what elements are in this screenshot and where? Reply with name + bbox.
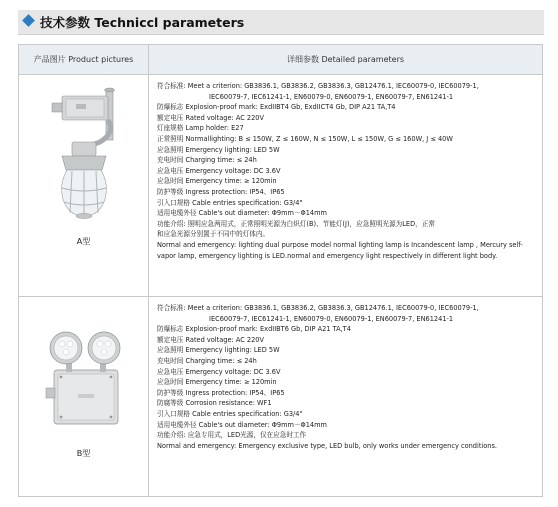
spec-line: 应急电压 Emergency voltage: DC 3.6V — [157, 367, 281, 376]
spec-line: 符合标准: Meet a criterion: GB3836.1, GB3836.2, GB3836.3, GB12476.1, IEC60079-0, IEC60079-1, — [157, 82, 479, 90]
spec-line: 应急电压 Emergency voltage: DC 3.6V — [157, 166, 281, 175]
spec-line: IEC60079-7, IEC61241-1, EN60079-0, EN60079-1, EN60079-7, EN61241-1 — [209, 92, 454, 101]
twin-head-led-emergency-light-icon — [20, 298, 148, 448]
spec-line: 适用电缆外径 Cable's out diameter: Φ9mm－Φ14mm — [157, 420, 327, 429]
spec-line: 正常照明 Normallighting: B ≤ 150W, Z ≤ 160W, N ≤ 150W, L ≤ 150W, G ≤ 160W, J ≤ 40W — [157, 134, 453, 143]
english-description: Normal and emergency: Emergency exclusive type, LED bulb, only works under emergency conditions. — [157, 441, 497, 450]
spec-line: 防爆标志 Explosion-proof mark: ExdIIBT6 Gb, DIP A21 TA,T4 — [157, 325, 351, 334]
spec-line: 适用电缆外径 Cable's out diameter: Φ9mm－Φ14mm — [157, 209, 327, 218]
spec-line: 额定电压 Rated voltage: AC 220V — [157, 335, 265, 344]
spec-line: 防护等级 Ingress protection: IP54、IP65 — [157, 187, 285, 196]
spec-cell — [149, 75, 543, 297]
spec-line: 应急照明 Emergency lighting: LED 5W — [157, 145, 280, 154]
section-title-bar — [18, 10, 544, 35]
product-picture-cell — [19, 297, 149, 497]
model-label: A型 — [76, 237, 91, 246]
diamond-bullet-icon — [22, 14, 35, 27]
section-title: 技术参数 Techniccl parameters — [40, 15, 245, 30]
spec-line: 充电时间 Charging time: ≤ 24h — [157, 356, 257, 365]
spec-line: 防腐等级 Corrosion resistance: WF1 — [157, 399, 272, 408]
spec-line: 应急时间 Emergency time: ≥ 120min — [157, 177, 277, 186]
spec-line: 引入口规格 Cable entries specification: G3/4" — [157, 198, 303, 207]
spec-line: 应急照明 Emergency lighting: LED 5W — [157, 346, 280, 355]
spec-line: 应急时间 Emergency time: ≥ 120min — [157, 378, 277, 387]
spec-line: 符合标准: Meet a criterion: GB3836.1, GB3836.2, GB3836.3, GB12476.1, IEC60079-0, IEC60079-1, — [157, 304, 479, 312]
column-header-pictures: 产品图片 Product pictures — [19, 45, 149, 75]
table-row — [19, 75, 543, 297]
spec-line: 充电时间 Charging time: ≤ 24h — [157, 156, 257, 165]
spec-cell — [149, 297, 543, 497]
spec-line: 和应急光源分别置于不同中的灯体内。 — [157, 230, 270, 239]
spec-line: 防爆标志 Explosion-proof mark: ExdIIBT4 Gb, ExdIICT4 Gb, DIP A21 TA,T4 — [157, 103, 396, 112]
product-picture-cell — [19, 75, 149, 297]
english-description: Normal and emergency: lighting dual purpose model normal lighting lamp is Incandescent lamp , Mercury self-vapor lamp, emergency lighting is LED.normal and emergency light respectively in different light body. — [157, 240, 523, 260]
explosion-proof-pendant-lamp-icon — [20, 76, 148, 236]
parameters-table — [18, 44, 543, 497]
spec-line: 额定电压 Rated voltage: AC 220V — [157, 113, 265, 122]
table-row — [19, 297, 543, 497]
spec-line: 防护等级 Ingress protection: IP54、IP65 — [157, 388, 285, 397]
spec-line: 灯座规格 Lamp holder: E27 — [157, 124, 244, 133]
column-header-parameters: 详细参数 Detailed parameters — [149, 45, 543, 75]
spec-line: 功能介绍: 照明应急两用式，正常照明光源为白炽灯(B)、节能灯(J)，应急照明光源为LED，正常 — [157, 219, 435, 228]
spec-line: 功能介绍: 应急专用式，LED光源，仅在应急时工作 — [157, 431, 307, 440]
spec-line: 引入口规格 Cable entries specification: G3/4" — [157, 409, 303, 418]
table-header-row — [19, 45, 543, 75]
model-label: B型 — [76, 449, 91, 458]
spec-line: IEC60079-7, IEC61241-1, EN60079-0, EN60079-1, EN60079-7, EN61241-1 — [209, 314, 454, 323]
